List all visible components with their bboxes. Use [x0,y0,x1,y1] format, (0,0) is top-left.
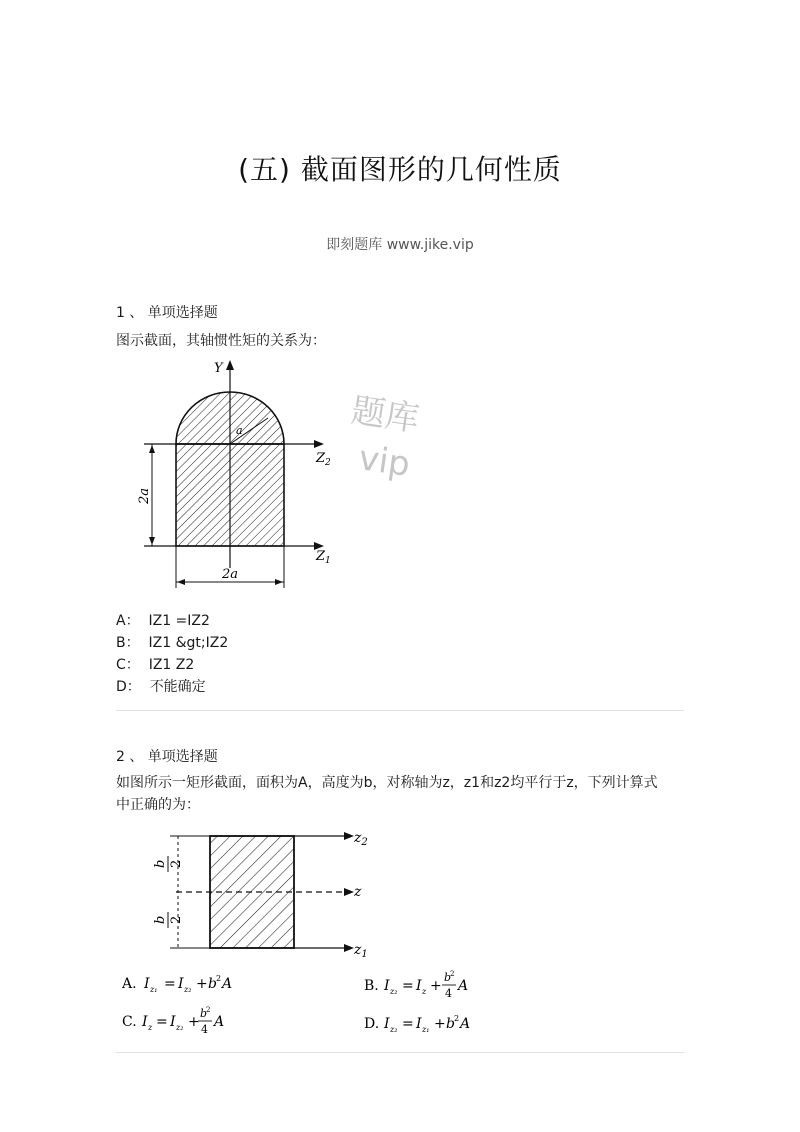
svg-text:I: I [170,1014,176,1030]
q2-z2-label: $z_2$ [354,830,368,848]
svg-text:=: = [402,978,414,994]
page-title: (五) 截面图形的几何性质 [238,153,562,186]
svg-text:b: b [446,1016,455,1032]
q2-figure [140,824,380,958]
svg-text:=: = [402,1016,414,1032]
choice-c-formula-image [141,1006,224,1036]
q1-width-label: 2a [222,567,239,582]
q1-z2-label: $Z_2$ [316,451,331,468]
option-text: 不能确定 [149,679,206,695]
svg-text:I: I [384,1016,390,1032]
q2-b-top-den: 2 [169,859,184,868]
q2-z1-arrow-icon [344,944,354,952]
q1-radius-label: a [236,424,243,437]
q1-z2-arrow-icon [314,440,324,448]
svg-text:A: A [222,976,233,992]
svg-text:I: I [416,1016,422,1032]
q2-b-bottom-den: 2 [169,915,184,924]
q1-width-arrow-left-icon [177,579,185,585]
divider [116,1052,684,1053]
svg-text:2: 2 [454,1014,460,1023]
svg-text:+: + [430,978,442,994]
q1-stem: 图示截面，其轴惯性矩的关系为： [116,333,326,349]
svg-text:4: 4 [445,987,452,1000]
q2-b-half-bottom [153,912,184,928]
svg-text:z₂: z₂ [176,1023,184,1032]
choice-d-formula-image [383,1014,470,1034]
q1-option-a[interactable] [116,610,228,632]
svg-text:+: + [188,1014,200,1030]
option-key: A： [116,613,140,629]
q2-header: 2 、 单项选择题 [116,749,218,765]
q2-choice-a[interactable] [122,968,262,996]
q2-b-top-num: b [153,859,168,868]
watermark [342,388,422,489]
q2-z2-arrow-icon [344,832,354,840]
q2-stem-line2: 中正确的为： [116,797,200,813]
q2-choice-c[interactable] [122,1004,262,1038]
q1-z1-label: $Z_1$ [316,549,331,566]
choice-key: C. [122,1014,137,1030]
q1-options [116,610,228,698]
choice-key: A. [122,976,137,992]
option-text: IZ1 Z2 [148,657,195,673]
svg-text:z: z [148,1023,153,1032]
svg-text:z₁: z₁ [422,1025,430,1034]
choice-a-formula-image [143,974,232,994]
svg-text:2: 2 [206,1006,211,1014]
q2-b-half-top [153,856,184,872]
q1-height-arrow-down-icon [149,537,155,545]
svg-text:z₂: z₂ [390,1025,398,1034]
q2-choice-d[interactable] [364,1008,504,1036]
svg-text:+: + [196,976,208,992]
q2-stem-line1: 如图所示一矩形截面，面积为A，高度为b，对称轴为z，z1和z2均平行于z，下列计算式 [116,775,658,791]
svg-text:b: b [200,1007,208,1020]
svg-text:b: b [208,976,217,992]
svg-text:z₁: z₁ [150,985,158,994]
svg-text:I: I [142,1014,148,1030]
svg-text:A: A [460,1016,471,1032]
choice-b-formula-image [383,970,468,1000]
svg-text:A: A [458,978,469,994]
svg-text:4: 4 [201,1023,208,1036]
svg-text:I: I [384,978,390,994]
option-text: IZ1 &gt;IZ2 [148,635,229,651]
divider [116,710,684,711]
q1-y-arrow-icon [226,360,234,370]
q1-figure [130,356,350,592]
svg-text:I: I [416,978,422,994]
svg-text:=: = [164,976,176,992]
q1-option-b[interactable] [116,632,228,654]
svg-text:A: A [214,1014,225,1030]
q2-choice-b[interactable] [364,968,504,1002]
choice-key: D. [364,1016,380,1032]
svg-text:z₂: z₂ [184,985,192,994]
svg-text:=: = [156,1014,168,1030]
q2-b-bottom-num: b [153,915,168,924]
watermark-line1: 题库 [348,390,422,440]
q2-z-label: z [354,884,362,900]
svg-text:+: + [434,1016,446,1032]
page-subtitle: 即刻题库 www.jike.vip [326,237,474,253]
choice-key: B. [364,978,379,994]
svg-text:I: I [144,976,150,992]
q1-option-c[interactable] [116,654,228,676]
svg-text:I: I [178,976,184,992]
svg-text:z₂: z₂ [390,987,398,996]
svg-text:2: 2 [450,970,455,978]
q1-height-label: 2a [137,487,152,504]
option-text: IZ1 =IZ2 [148,613,210,629]
svg-text:2: 2 [216,974,222,983]
watermark-line2: vip [356,438,413,485]
option-key: C： [116,657,140,673]
q2-z-arrow-icon [344,888,354,896]
svg-text:z: z [422,987,427,996]
option-key: D： [116,679,141,695]
q1-width-arrow-right-icon [275,579,283,585]
option-key: B： [116,635,140,651]
q1-option-d[interactable] [116,676,228,698]
q1-height-arrow-up-icon [149,445,155,453]
q1-y-label: Y [214,361,223,376]
svg-text:b: b [444,971,452,984]
q1-header: 1 、 单项选择题 [116,305,218,321]
q2-z1-label: $z_1$ [354,942,368,958]
